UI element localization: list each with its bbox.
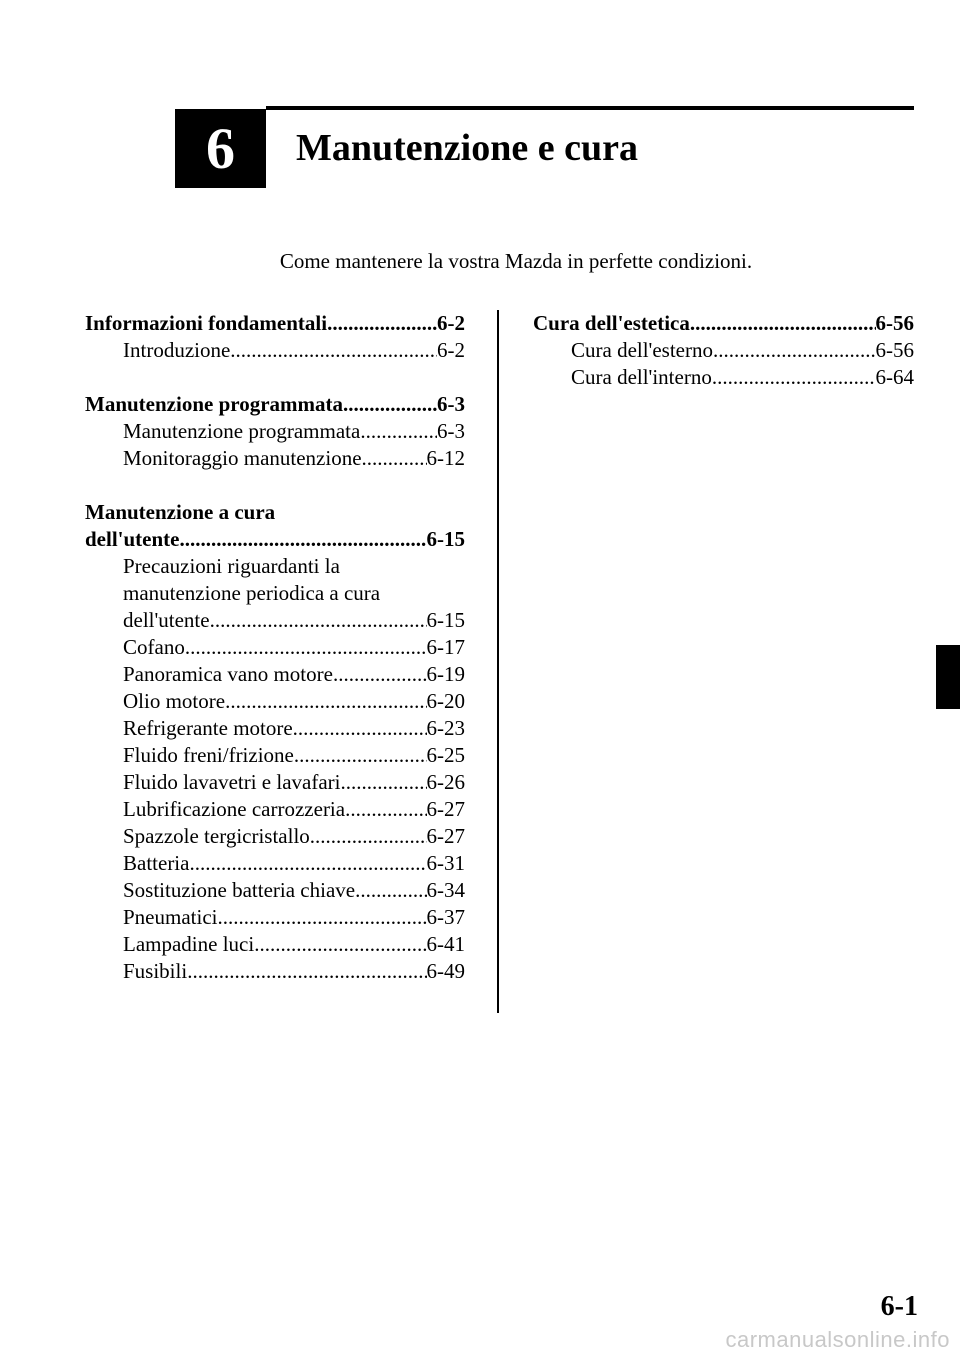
toc-item-precauzioni-line2[interactable]: manutenzione periodica a cura <box>123 581 381 605</box>
toc-section-informazioni-fondamentali[interactable]: Informazioni fondamentali ..... 6-2 <box>85 310 465 337</box>
toc-right-column <box>533 310 914 391</box>
toc-section-manutenzione-utente[interactable]: dell'utente ..... 6-15 <box>85 526 465 553</box>
chapter-number-box <box>175 109 266 188</box>
toc-item-refrigerante-motore[interactable]: Refrigerante motore ..... 6-23 <box>85 715 465 742</box>
toc-item-fluido-freni-frizione[interactable]: Fluido freni/frizione ..... 6-25 <box>85 742 465 769</box>
toc-section-manutenzione-utente-line1[interactable]: Manutenzione a cura <box>85 500 276 524</box>
chapter-title: Manutenzione e cura <box>296 127 638 169</box>
toc-item-sostituzione-batteria-chiave[interactable]: Sostituzione batteria chiave ..... 6-34 <box>85 877 465 904</box>
toc-left-column <box>85 310 465 985</box>
toc-item-cura-interno[interactable]: Cura dell'interno ..... 6-64 <box>533 364 914 391</box>
toc-item-pneumatici[interactable]: Pneumatici ..... 6-37 <box>85 904 465 931</box>
toc-section-manutenzione-programmata[interactable]: Manutenzione programmata ..... 6-3 <box>85 391 465 418</box>
toc-item-precauzioni[interactable]: dell'utente ..... 6-15 <box>85 607 465 634</box>
toc-item-cofano[interactable]: Cofano ..... 6-17 <box>85 634 465 661</box>
page-number: 6-1 <box>880 1291 918 1322</box>
toc-item-monitoraggio-manutenzione[interactable]: Monitoraggio manutenzione ..... 6-12 <box>85 445 465 472</box>
toc-item-olio-motore[interactable]: Olio motore ..... 6-20 <box>85 688 465 715</box>
toc-item-fluido-lavavetri[interactable]: Fluido lavavetri e lavafari ..... 6-26 <box>85 769 465 796</box>
chapter-subtitle: Come mantenere la vostra Mazda in perfette condizioni. <box>279 249 753 273</box>
chapter-thumb-tab <box>936 645 960 709</box>
toc-item-panoramica-vano-motore[interactable]: Panoramica vano motore ..... 6-19 <box>85 661 465 688</box>
watermark: carmanualsonline.info <box>725 1327 950 1352</box>
toc-item-precauzioni-line1[interactable]: Precauzioni riguardanti la <box>123 554 340 578</box>
toc-item-spazzole-tergicristallo[interactable]: Spazzole tergicristallo ..... 6-27 <box>85 823 465 850</box>
column-divider <box>497 310 499 1013</box>
toc-item-lampadine-luci[interactable]: Lampadine luci ..... 6-41 <box>85 931 465 958</box>
title-rule <box>266 106 914 110</box>
toc-section-cura-estetica[interactable]: Cura dell'estetica ..... 6-56 <box>533 310 914 337</box>
toc-item-introduzione[interactable]: Introduzione ..... 6-2 <box>85 337 465 364</box>
toc-item-lubrificazione-carrozzeria[interactable]: Lubrificazione carrozzeria ..... 6-27 <box>85 796 465 823</box>
toc-item-cura-esterno[interactable]: Cura dell'esterno ..... 6-56 <box>533 337 914 364</box>
chapter-number: 6 <box>206 116 235 181</box>
toc-item-batteria[interactable]: Batteria ..... 6-31 <box>85 850 465 877</box>
toc-item-fusibili[interactable]: Fusibili ..... 6-49 <box>85 958 465 985</box>
toc-item-manutenzione-programmata[interactable]: Manutenzione programmata ..... 6-3 <box>85 418 465 445</box>
